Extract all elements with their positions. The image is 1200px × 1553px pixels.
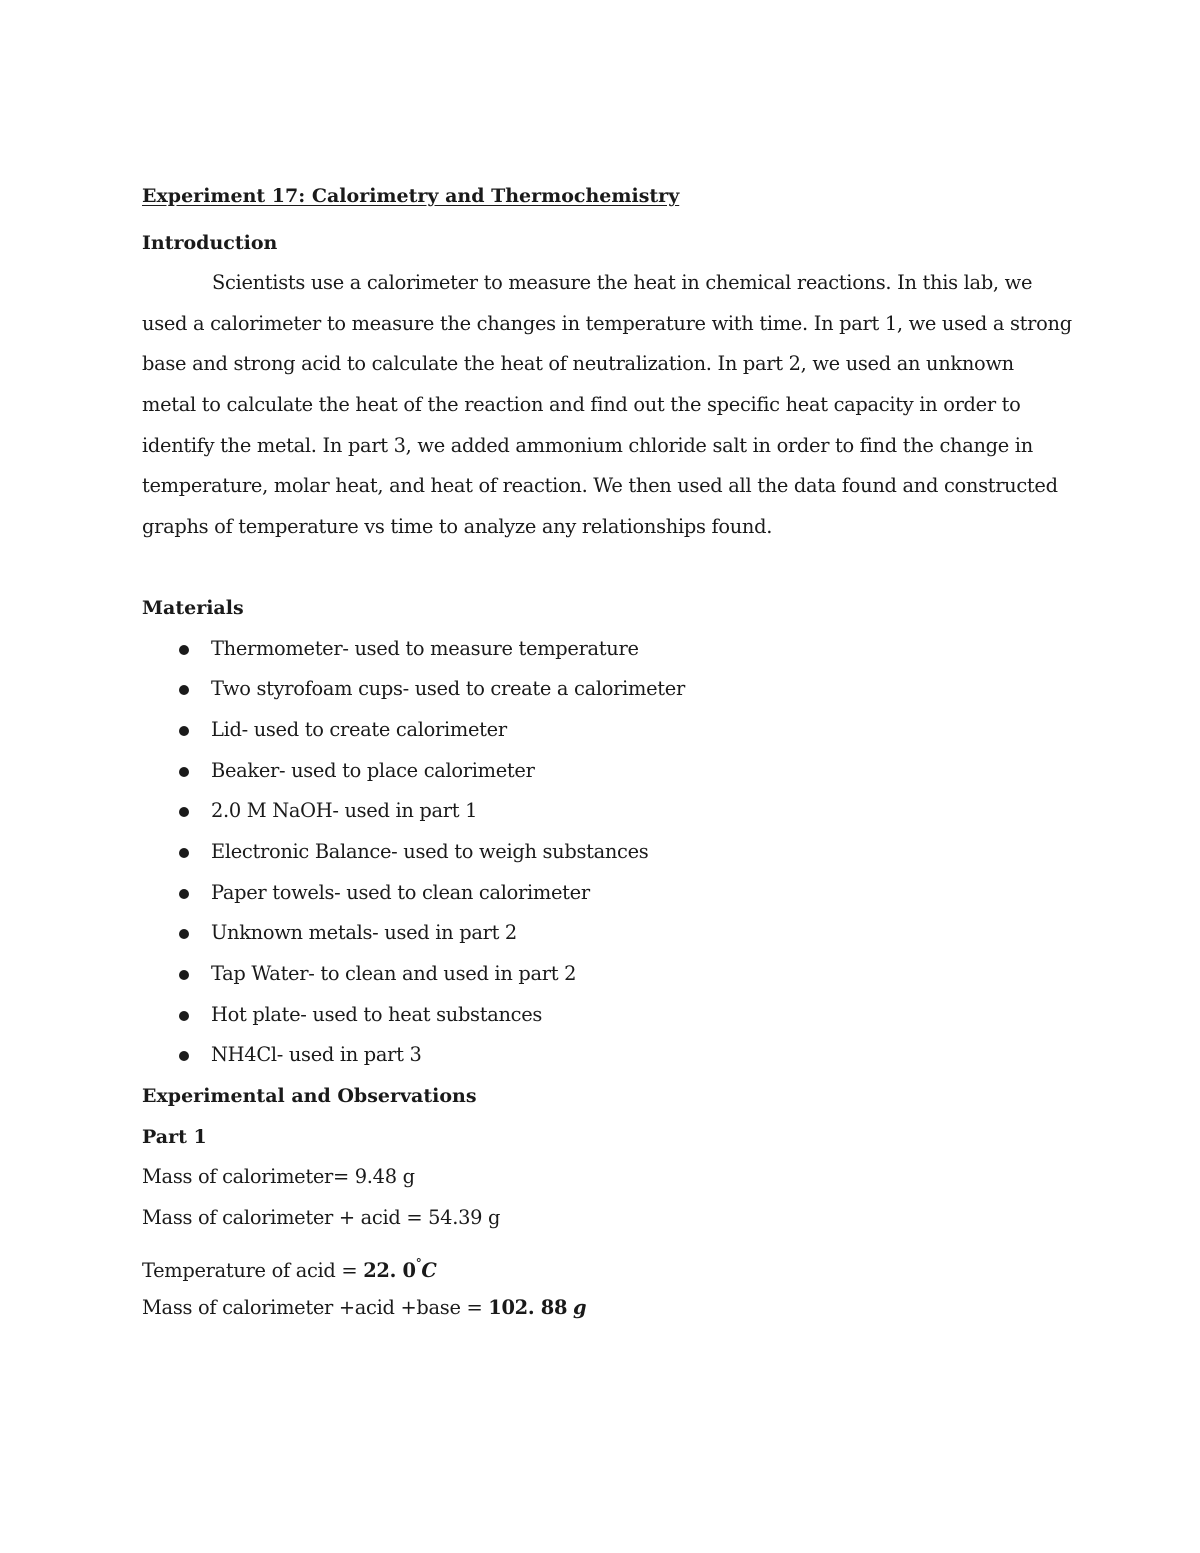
list-item: Unknown metals- used in part 2 [142,913,1072,954]
list-item: NH4Cl- used in part 3 [142,1035,1072,1076]
bullet-icon [179,848,189,858]
list-item: Two styrofoam cups- used to create a calorimeter [142,669,1072,710]
document-title: Experiment 17: Calorimetry and Thermochemistry [142,185,680,207]
list-item: 2.0 M NaOH- used in part 1 [142,791,1072,832]
bullet-icon [179,726,189,736]
bullet-icon [179,685,189,695]
temperature-value: 22. 0 [363,1259,416,1283]
bullet-icon [179,767,189,777]
list-item: Tap Water- to clean and used in part 2 [142,954,1072,995]
temperature-acid-line: Temperature of acid = 22. 0°C [142,1256,437,1283]
materials-heading: Materials [142,596,244,619]
bullet-icon [179,807,189,817]
list-item: Lid- used to create calorimeter [142,710,1072,751]
list-item: Electronic Balance- used to weigh substances [142,832,1072,873]
bullet-icon [179,1011,189,1021]
mass-total-line: Mass of calorimeter +acid +base = 102. 88 g [142,1296,587,1320]
part1-heading: Part 1 [142,1125,207,1148]
list-item: Beaker- used to place calorimeter [142,751,1072,792]
document-page [142,182,1072,1329]
list-item: Thermometer- used to measure temperature [142,629,1072,670]
bullet-icon [179,970,189,980]
spacer [142,547,1072,588]
list-item: Hot plate- used to heat substances [142,995,1072,1036]
list-item: Paper towels- used to clean calorimeter [142,873,1072,914]
experimental-heading: Experimental and Observations [142,1085,477,1108]
mass-total-value: 102. 88 [488,1296,568,1320]
bullet-icon [179,929,189,939]
bullet-icon [179,889,189,899]
introduction-heading: Introduction [142,231,278,254]
bullet-icon [179,645,189,655]
temperature-unit: C [421,1259,437,1283]
degree-symbol: ° [415,1256,422,1271]
mass-calorimeter-acid-line: Mass of calorimeter + acid = 54.39 g [142,1205,501,1229]
mass-calorimeter-line: Mass of calorimeter= 9.48 g [142,1165,415,1189]
introduction-paragraph: Scientists use a calorimeter to measure the heat in chemical reactions. In this lab, we used a calorimeter to measure the changes in temperature with time. In part 1, we used a strong base and strong acid to calculate the heat of neutralization. In part 2, we used an unknown metal to calculate the heat of the reaction and find out the specific heat capacity in order to identify the metal. In part 3, we added ammonium chloride salt in order to find the change in temperature, molar heat, and heat of reaction. We then used all the data found and constructed graphs of temperature vs time to analyze any relationships found. [142,271,1072,538]
mass-total-unit: g [573,1296,587,1320]
materials-list [142,629,1072,1077]
bullet-icon [179,1051,189,1061]
